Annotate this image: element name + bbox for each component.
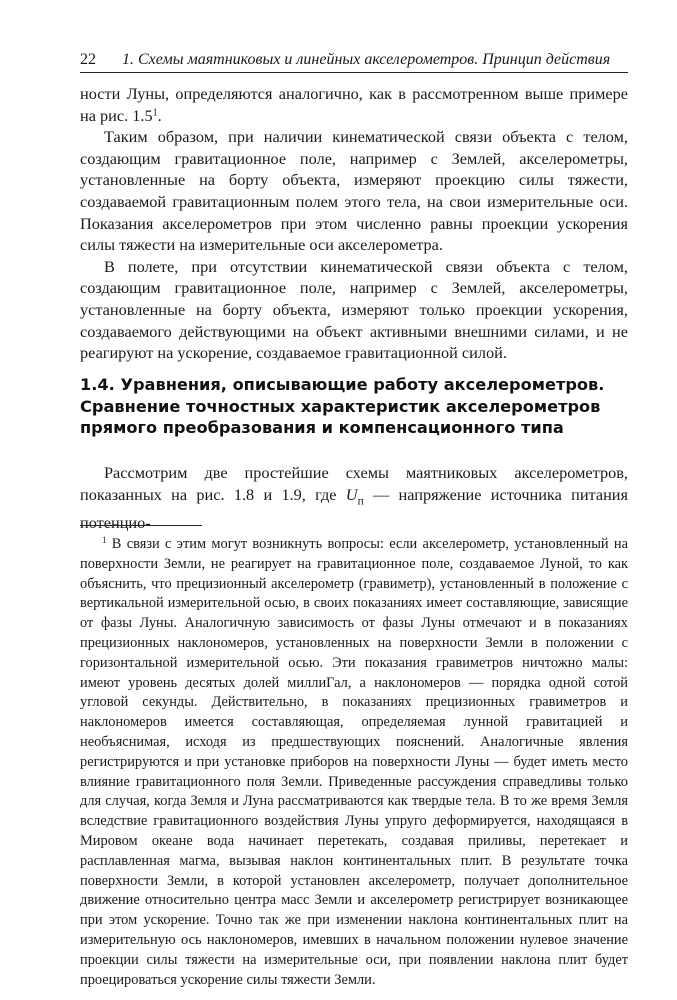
page-number: 22 — [80, 51, 96, 68]
footnote — [80, 535, 628, 990]
chapter-title: 1. Схемы маятниковых и линейных акселерометров. Принцип действия — [122, 51, 611, 68]
footnote-reference: 1 — [152, 107, 158, 119]
footnote-marker: 1 — [102, 535, 107, 546]
footnote-divider — [80, 525, 202, 526]
footnote-text: В связи с этим могут возникнуть вопросы: если акселерометр, установленный на поверхности Земли, не реагирует на гравитационное поле, создаваемое Луной, то как объяснить, что прецизионный акселерометр (гравиметр), установленный в положение с вертикальной измерительной осью, в своих показаниях имеет составляющие, зависящие от фазы Луны. Аналогичную зависимость от фазы Луны отмечают и в показаниях прецизионных наклономеров, установленных на поверхности Земли в положении с горизонтальной измерительной осью. Эти показания гравиметров ничтожно малы: имеют уровень десятых долей миллиГал, а наклономеров — порядка одной сотой угловой секунды. Действительно, в показаниях прецизионных гравиметров и наклономеров имеется составляющая, определяемая лунной гравитацией и необъяснимая, исходя из предшествующих пояснений. Аналогичные явления регистрируются и при установке приборов на поверхности Луны — будет иметь место влияние гравитационного поля Земли. Приведенные рассуждения справедливы только для случая, когда Земля и Луна рассматриваются как твердые тела. В то же время Земля вследствие гравитационного воздействия Луны упруго деформируется, находящаяся в Мировом океане вода начинает перетекать, создавая приливы, перетекает и расплавленная магма, вызывая наклон континентальных плит. В результате точка поверхности Земли, в которой установлен акселерометр, получает дополнительное движение относительно центра масс Земли и акселерометр регистрирует возникающее при этом ускорение. Точно так же при изменении наклона континентальных плит на измерительную ось наклономеров, имевших в начальном положении нулевое значение проекции силы тяжести на измерительные оси, при появлении наклона плит будет проецироваться ускорение силы тяжести Земли. — [80, 536, 628, 988]
math-symbol: $U_п$ — [345, 484, 364, 507]
body-text-bottom — [80, 462, 628, 534]
paragraph-continued: ности Луны, определяются аналогично, как в рассмотренном выше примере на рис. $1.5^1$. — [80, 84, 628, 125]
paragraph: Рассмотрим две простейшие схемы маятниковых акселерометров, показанных на рис. 1.8 и 1.9, где $U_п$ — напряжение источника питания потенцио- — [80, 463, 628, 533]
paragraph: В полете, при отсутствии кинематической связи объекта с телом, создающим гравитационное поле, например с Землей, акселерометры, установленные на борту объекта, измеряют только проекции ускорения, создаваемого действующими на объект активными внешними силами, и не реагируют на ускорение, создаваемое гравитационной силой. — [80, 256, 628, 363]
section-heading: 1.4. Уравнения, описывающие работу акселерометров. Сравнение точностных характеристик акселерометров прямого преобразования и компенсационного типа — [80, 375, 605, 437]
paragraph: Таким образом, при наличии кинематической связи объекта с телом, создающим гравитационное поле, например с Землей, акселерометры, установленные на борту объекта, измеряют проекцию силы тяжести, создаваемой гравитационным полем этого тела, на свои измерительные оси. Показания акселерометров при этом численно равны проекции ускорения силы тяжести на измерительные оси акселерометра. — [80, 127, 628, 255]
running-head — [80, 50, 628, 73]
body-text-top — [80, 83, 628, 364]
